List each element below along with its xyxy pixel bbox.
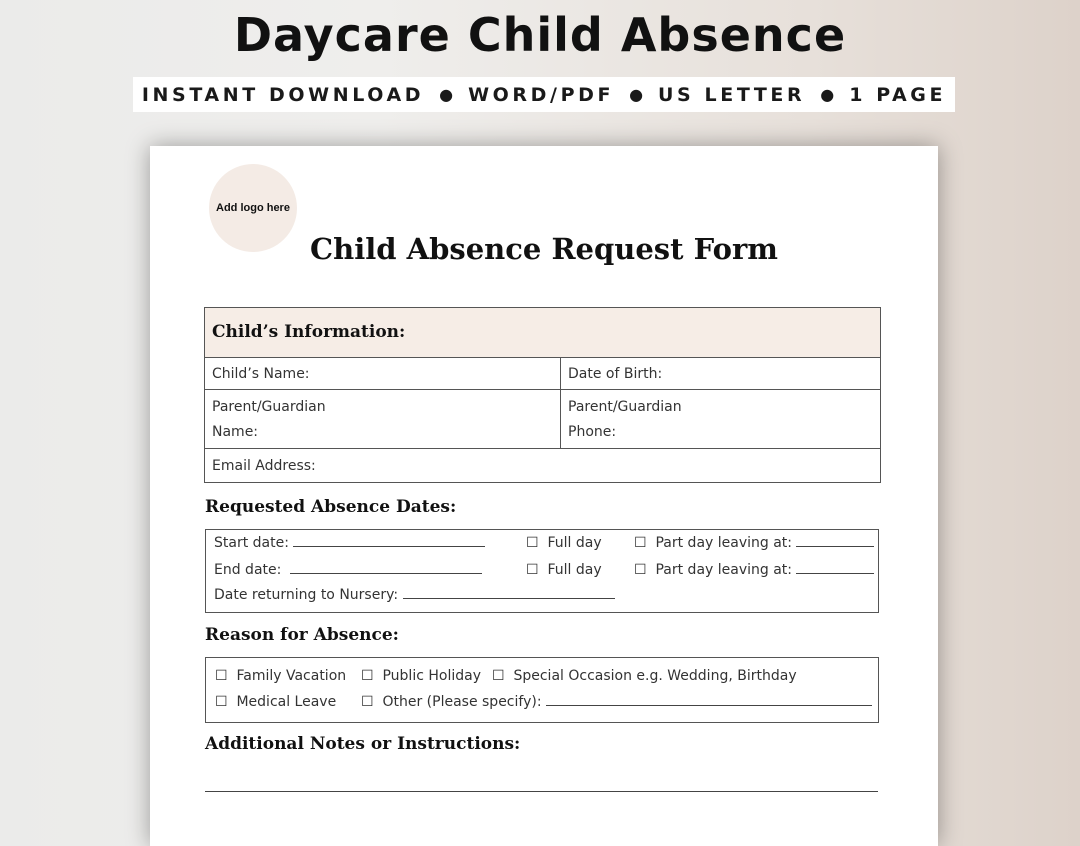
date-of-birth-field[interactable]: Date of Birth: (568, 366, 663, 382)
notes-heading: Additional Notes or Instructions: (205, 734, 521, 754)
reason-other[interactable] (361, 694, 872, 710)
checkbox-icon[interactable]: ☐ (361, 694, 374, 710)
absence-dates-box (205, 529, 879, 613)
other-label: Other (Please specify): (382, 694, 542, 710)
checkbox-icon[interactable]: ☐ (215, 668, 228, 684)
child-info-header (205, 308, 880, 358)
end-part-day-option[interactable] (634, 562, 874, 578)
guardian-phone-field[interactable]: Phone: (568, 424, 617, 440)
feature-paper-size: US LETTER (658, 83, 806, 106)
table-divider (560, 357, 561, 448)
checkbox-icon[interactable]: ☐ (361, 668, 374, 684)
childs-name-field[interactable]: Child’s Name: (212, 366, 310, 382)
family-vacation-label: Family Vacation (236, 668, 347, 684)
form-sheet (150, 146, 938, 846)
end-date-row (214, 562, 482, 578)
bullet-icon: ● (439, 85, 454, 104)
end-leaving-time-line[interactable] (796, 572, 874, 574)
start-date-row (214, 535, 485, 551)
guardian-name-field[interactable]: Name: (212, 424, 259, 440)
medical-leave-label: Medical Leave (236, 694, 337, 710)
start-date-label: Start date: (214, 535, 289, 551)
banner-title: Daycare Child Absence (233, 8, 847, 62)
reason-public-holiday[interactable] (361, 668, 481, 684)
reason-box (205, 657, 879, 723)
guardian-phone-label-1: Parent/Guardian (568, 399, 682, 415)
returning-date-input-line[interactable] (403, 597, 615, 599)
full-day-label: Full day (547, 562, 602, 578)
reason-special-occasion[interactable] (492, 668, 797, 684)
checkbox-icon[interactable]: ☐ (526, 562, 539, 578)
start-leaving-time-line[interactable] (796, 545, 874, 547)
email-address-field[interactable]: Email Address: (212, 458, 316, 474)
notes-input-line[interactable] (205, 791, 878, 792)
returning-date-label: Date returning to Nursery: (214, 587, 399, 603)
logo-placeholder-text: Add logo here (216, 202, 290, 214)
feature-bar (133, 77, 955, 112)
start-date-input-line[interactable] (293, 545, 485, 547)
end-date-input-line[interactable] (290, 572, 482, 574)
form-title: Child Absence Request Form (310, 232, 778, 266)
bullet-icon: ● (820, 85, 835, 104)
public-holiday-label: Public Holiday (382, 668, 481, 684)
guardian-name-label-1: Parent/Guardian (212, 399, 326, 415)
child-info-table (204, 307, 881, 483)
table-divider (205, 389, 880, 390)
checkbox-icon[interactable]: ☐ (526, 535, 539, 551)
start-full-day-option[interactable] (526, 535, 602, 551)
full-day-label: Full day (547, 535, 602, 551)
checkbox-icon[interactable]: ☐ (634, 535, 647, 551)
reason-medical-leave[interactable] (215, 694, 336, 710)
start-part-day-option[interactable] (634, 535, 874, 551)
checkbox-icon[interactable]: ☐ (492, 668, 505, 684)
feature-instant-download: INSTANT DOWNLOAD (141, 83, 425, 106)
child-info-heading: Child’s Information: (212, 322, 406, 342)
part-day-label: Part day leaving at: (655, 535, 793, 551)
other-specify-line[interactable] (546, 704, 872, 706)
returning-date-row (214, 587, 615, 603)
reason-family-vacation[interactable] (215, 668, 346, 684)
bullet-icon: ● (629, 85, 644, 104)
reason-heading: Reason for Absence: (205, 625, 399, 645)
checkbox-icon[interactable]: ☐ (634, 562, 647, 578)
special-occasion-label: Special Occasion e.g. Wedding, Birthday (513, 668, 797, 684)
part-day-label: Part day leaving at: (655, 562, 793, 578)
checkbox-icon[interactable]: ☐ (215, 694, 228, 710)
table-divider (205, 448, 880, 449)
end-full-day-option[interactable] (526, 562, 602, 578)
feature-format: WORD/PDF (468, 83, 615, 106)
absence-dates-heading: Requested Absence Dates: (205, 497, 457, 517)
end-date-label: End date: (214, 562, 282, 578)
feature-page-count: 1 PAGE (849, 83, 947, 106)
